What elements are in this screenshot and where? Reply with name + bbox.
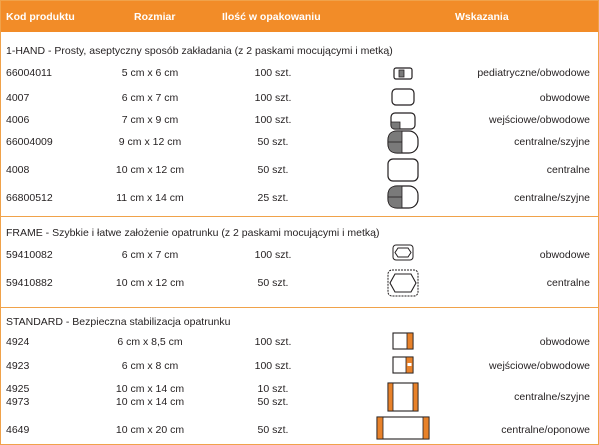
product-qty: 25 szt. (257, 192, 289, 204)
product-code: 66004009 (6, 136, 53, 148)
product-size: 7 cm x 9 cm (121, 114, 179, 126)
product-code: 66004011 (6, 67, 52, 79)
product-code: 59410082 (6, 249, 53, 261)
table-header (1, 1, 598, 32)
section-title-1hand: 1-HAND - Prosty, aseptyczny sposób zakładania (z 2 paskami mocującymi i metką) (6, 45, 393, 57)
product-qty: 50 szt. (257, 396, 289, 408)
product-code: 4007 (6, 92, 30, 104)
standard-orange-notch-icon (373, 356, 433, 374)
product-code: 66800512 (6, 192, 53, 204)
product-qty: 50 szt. (257, 136, 289, 148)
header-size: Rozmiar (134, 11, 176, 23)
product-indication: centralne/szyjne (514, 192, 590, 204)
large-frame-dressing-icon (373, 269, 433, 297)
header-qty: Ilość w opakowaniu (222, 11, 321, 23)
product-indication: centralne/oponowe (501, 424, 590, 436)
product-qty: 100 szt. (254, 360, 292, 372)
product-indication: obwodowe (539, 336, 590, 348)
oval-dressing-gray-half-icon (373, 130, 433, 154)
standard-orange-sides-icon (373, 382, 433, 412)
product-qty: 100 szt. (254, 67, 292, 79)
product-qty: 100 szt. (254, 114, 292, 126)
product-qty: 50 szt. (257, 277, 289, 289)
product-code: 4923 (6, 360, 30, 372)
product-size: 6 cm x 7 cm (121, 92, 179, 104)
small-dressing-gray-tab-icon (373, 67, 433, 80)
section-divider (1, 307, 598, 308)
section-title-standard: STANDARD - Bezpieczna stabilizacja opatrunku (6, 316, 231, 328)
product-code: 59410882 (6, 277, 53, 289)
product-qty: 100 szt. (254, 336, 292, 348)
section-divider (1, 216, 598, 217)
product-qty: 50 szt. (257, 164, 289, 176)
product-indication: pediatryczne/obwodowe (477, 67, 590, 79)
oval-dressing-gray-half-icon (373, 185, 433, 209)
product-indication: obwodowe (539, 92, 590, 104)
product-size: 6 cm x 7 cm (121, 249, 179, 261)
product-code: 4925 (6, 383, 30, 395)
product-indication: wejściowe/obwodowe (489, 360, 590, 372)
product-size: 10 cm x 12 cm (115, 164, 185, 176)
product-indication: centralne (546, 164, 590, 176)
product-size: 10 cm x 14 cm (115, 396, 185, 408)
plain-dressing-icon (373, 88, 433, 106)
product-size: 6 cm x 8 cm (121, 360, 179, 372)
wide-standard-orange-sides-icon (373, 416, 433, 440)
product-code: 4008 (6, 164, 30, 176)
product-size: 10 cm x 12 cm (115, 277, 185, 289)
dressing-gray-corner-icon (373, 112, 433, 130)
product-size: 11 cm x 14 cm (116, 192, 184, 204)
standard-orange-edge-icon (373, 332, 433, 350)
product-qty: 50 szt. (257, 424, 289, 436)
product-indication: wejściowe/obwodowe (489, 114, 590, 126)
product-size: 10 cm x 14 cm (115, 383, 185, 395)
product-code: 4006 (6, 114, 30, 126)
product-indication: centralne/szyjne (514, 391, 590, 403)
product-indication: centralne (546, 277, 590, 289)
large-plain-dressing-icon (373, 158, 433, 182)
product-qty: 10 szt. (257, 383, 289, 395)
section-title-frame: FRAME - Szybkie i łatwe założenie opatrunku (z 2 paskami mocującymi i metką) (6, 227, 380, 239)
product-indication: centralne/szyjne (514, 136, 590, 148)
product-code: 4973 (6, 396, 30, 408)
product-code: 4649 (6, 424, 30, 436)
product-size: 6 cm x 8,5 cm (117, 336, 183, 348)
product-qty: 100 szt. (254, 92, 292, 104)
product-size: 9 cm x 12 cm (118, 136, 182, 148)
product-indication: obwodowe (539, 249, 590, 261)
header-code: Kod produktu (6, 11, 75, 23)
product-code: 4924 (6, 336, 30, 348)
header-indications: Wskazania (455, 11, 509, 23)
product-size: 5 cm x 6 cm (121, 67, 179, 79)
small-frame-dressing-icon (373, 244, 433, 261)
product-qty: 100 szt. (254, 249, 292, 261)
product-size: 10 cm x 20 cm (115, 424, 185, 436)
